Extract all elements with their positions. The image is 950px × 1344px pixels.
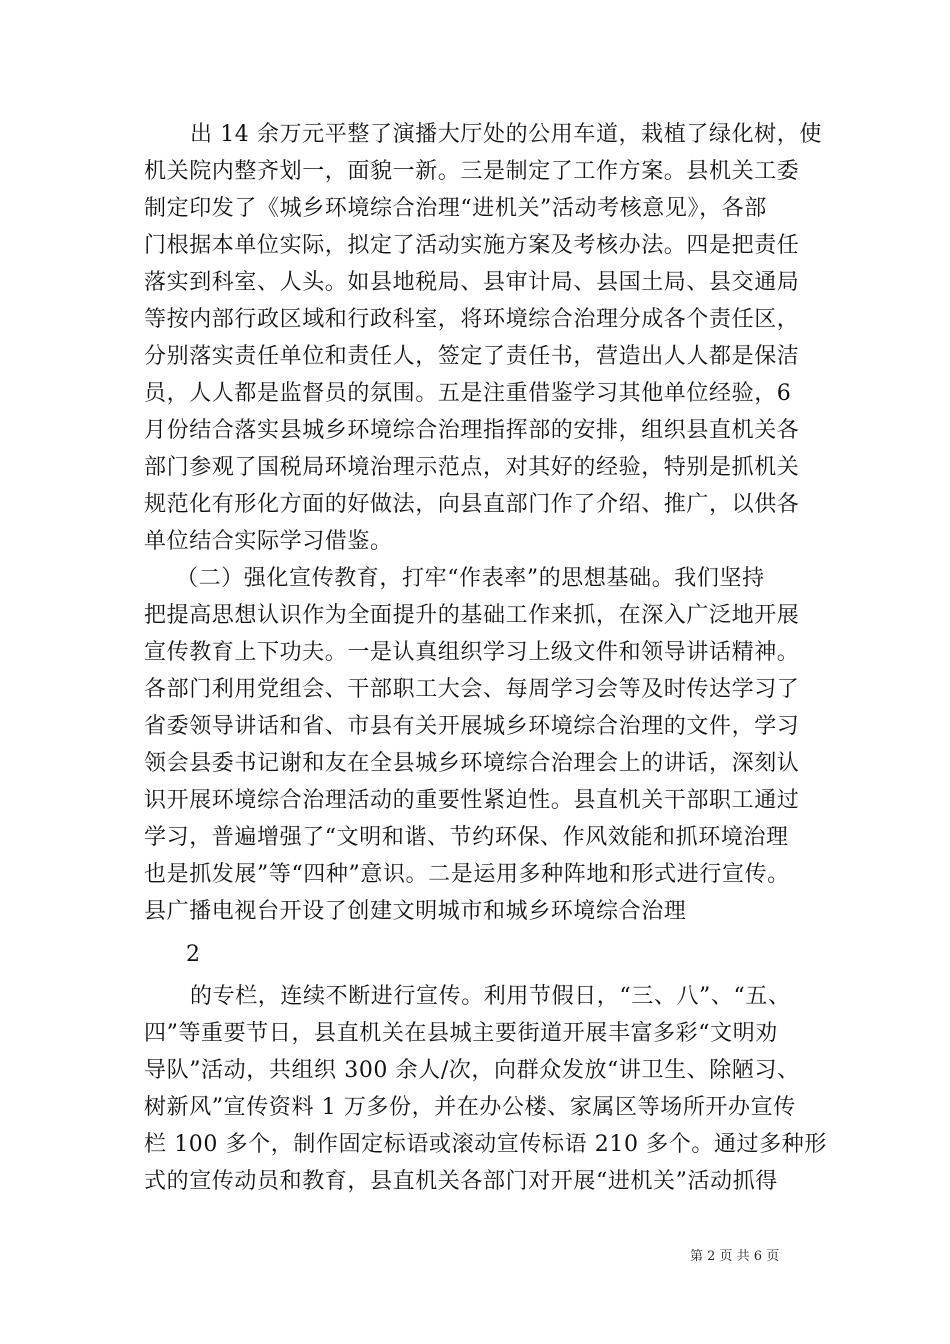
text-line: 式的宣传动员和教育，县直机关各部门对开展“进机关”活动抓得 (144, 1169, 778, 1194)
text-line: 宣传教育上下功夫。一是认真组织学习上级文件和领导讲话精神。 (144, 640, 800, 665)
text-line: 四”等重要节日，县直机关在县城主要街道开展丰富多彩“文明劝 (144, 1021, 778, 1046)
text-line: 落实到科室、人头。如县地税局、县审计局、县国土局、县交通局 (144, 270, 800, 295)
text-line: 学习，普遍增强了“文明和谐、节约环保、作风效能和抓环境治理 (144, 825, 789, 850)
text-line: 分别落实责任单位和责任人，签定了责任书，营造出人人都是保洁 (144, 344, 800, 369)
text-line: 员，人人都是监督员的氛围。五是注重借鉴学习其他单位经验，6 (144, 381, 792, 406)
text-line: 部门参观了国税局环境治理示范点，对其好的经验，特别是抓机关 (144, 455, 800, 480)
page-footer: 第 2 页 共 6 页 (690, 1249, 780, 1264)
text-line: 栏 100 多个，制作固定标语或滚动宣传标语 210 多个。通过多种形 (144, 1132, 827, 1157)
text-line: 把提高思想认识作为全面提升的基础工作来抓，在深入广泛地开展 (144, 603, 800, 628)
text-line: 出 14 余万元平整了演播大厅处的公用车道，栽植了绿化树，使 (190, 122, 822, 147)
text-line: 树新风”宣传资料 1 万多份，并在办公楼、家属区等场所开办宣传 (144, 1095, 796, 1120)
text-line: 也是抓发展”等“四种”意识。二是运用多种阵地和形式进行宣传。 (144, 862, 790, 887)
text-line: 机关院内整齐划一，面貌一新。三是制定了工作方案。县机关工委 (144, 159, 800, 184)
page-number-inline: 2 (186, 942, 201, 967)
text-line: 等按内部行政区域和行政科室，将环境综合治理分成各个责任区， (144, 307, 800, 332)
text-line: 制定印发了《城乡环境综合治理“进机关”活动考核意见》，各部 (144, 196, 767, 221)
text-line: 领会县委书记谢和友在全县城乡环境综合治理会上的讲话，深刻认 (144, 751, 800, 776)
text-line: 月份结合落实县城乡环境综合治理指挥部的安排，组织县直机关各 (144, 418, 800, 443)
text-line: 导队”活动，共组织 300 余人/次，向群众发放“讲卫生、除陋习、 (144, 1058, 800, 1083)
text-line: 规范化有形化方面的好做法，向县直部门作了介绍、推广，以供各 (144, 492, 800, 517)
text-line: 各部门利用党组会、干部职工大会、每周学习会等及时传达学习了 (144, 677, 800, 702)
text-line: 识开展环境综合治理活动的重要性紧迫性。县直机关干部职工通过 (144, 788, 800, 813)
text-line: 单位结合实际学习借鉴。 (144, 529, 393, 554)
text-line: 的专栏，连续不断进行宣传。利用节假日，“三、八”、“五、 (190, 984, 791, 1009)
text-line: 省委领导讲话和省、市县有关开展城乡环境综合治理的文件，学习 (144, 714, 800, 739)
section-heading-line: （二）强化宣传教育，打牢“作表率”的思想基础。我们坚持 (176, 566, 765, 591)
text-line: 县广播电视台开设了创建文明城市和城乡环境综合治理 (144, 899, 687, 924)
text-line: 门根据本单位实际，拟定了活动实施方案及考核办法。四是把责任 (144, 233, 800, 258)
